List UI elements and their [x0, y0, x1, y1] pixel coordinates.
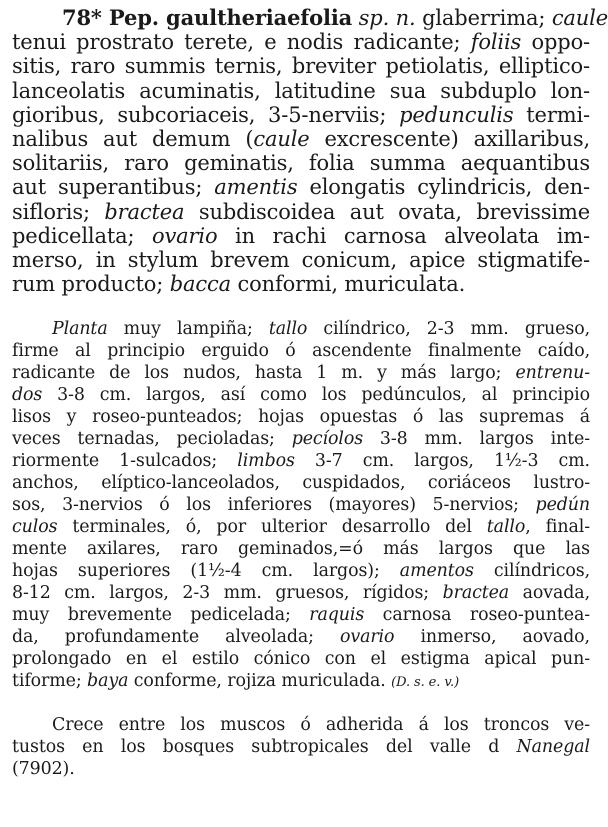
spanish-line: riormente 1-sulcados; limbos 3-7 cm. largos, 1½-3 cm.: [12, 451, 590, 472]
latin-line: tenui prostrato terete, e nodis radicante; foliis oppo-: [12, 30, 591, 55]
spanish-line: prolongado en el estilo cónico con el estigma apical pun-: [12, 649, 590, 670]
spanish-line: firme al principio erguido ó ascendente finalmente caído,: [12, 341, 590, 362]
spanish-line: Planta muy lampiña; tallo cilíndrico, 2-3 mm. grueso,: [52, 319, 590, 340]
spanish-description: [12, 318, 590, 694]
spanish-line: veces ternadas, pecioladas; pecíolos 3-8 mm. largos inte-: [12, 429, 590, 450]
latin-line: pedicellata; ovario in rachi carnosa alveolata im-: [12, 223, 590, 248]
spanish-line: hojas superiores (1½-4 cm. largos); amentos cilíndricos,: [12, 561, 590, 582]
spanish-line: radicante de los nudos, hasta 1 m. y más largo; entrenu-: [12, 363, 590, 384]
habitat-line: tustos en los bosques subtropicales del valle d Nanegal: [12, 737, 590, 758]
habitat-line: (7902).: [12, 759, 75, 780]
habitat-note: [12, 714, 590, 780]
latin-line: aut superantibus; amentis elongatis cylindricis, den-: [12, 175, 590, 200]
latin-line: sitis, raro summis ternis, breviter petiolatis, elliptico-: [12, 54, 590, 79]
document-page: [12, 5, 608, 780]
spanish-line: muy brevemente pedicelada; raquis carnosa roseo-puntea-: [12, 605, 590, 626]
spanish-line: anchos, elíptico-lanceolados, cuspidados, coriáceos lustro-: [12, 473, 590, 494]
latin-line: solitariis, raro geminatis, folia summa aequantibus: [12, 151, 590, 176]
spanish-line: sos, 3-nervios ó los inferiores (mayores) 5-nervios; pedún: [12, 495, 590, 516]
latin-line: gioribus, subcoriaceis, 3-5-nerviis; pedunculis termi-: [12, 102, 590, 127]
latin-diagnosis: [12, 5, 608, 297]
spanish-line: culos terminales, ó, por ulterior desarrollo del tallo, final-: [12, 517, 591, 538]
spanish-line: mente axilares, raro geminados,=ó más largos que las: [12, 539, 590, 560]
latin-line: sifloris; bractea subdiscoidea aut ovata, brevissime: [12, 199, 590, 224]
spanish-line: tiforme; baya conforme, rojiza muriculada. (D. s. e. v.): [12, 671, 460, 692]
latin-line: merso, in stylum brevem conicum, apice stigmatife-: [12, 248, 590, 273]
latin-line: rum producto; bacca conformi, muriculata.: [12, 272, 466, 297]
spanish-line: lisos y roseo-punteados; hojas opuestas ó las supremas á: [12, 407, 590, 428]
habitat-line: Crece entre los muscos ó adherida á los troncos ve-: [52, 715, 590, 736]
latin-line: nalibus aut demum (caule excrescente) axillaribus,: [12, 127, 590, 152]
spanish-line: da, profundamente alveolada; ovario inmerso, aovado,: [12, 627, 590, 648]
latin-line: 78* Pep. gaultheriaefolia sp. n. glaberrima; caule: [62, 5, 608, 30]
latin-line: lanceolatis acuminatis, latitudine sua subduplo lon-: [12, 78, 590, 103]
spanish-line: dos 3-8 cm. largos, así como los pedúnculos, al principio: [12, 385, 590, 406]
species-number: 78* Pep. gaultheriaefolia: [62, 5, 353, 30]
spanish-line: 8-12 cm. largos, 2-3 mm. gruesos, rígidos; bractea aovada,: [12, 583, 590, 604]
